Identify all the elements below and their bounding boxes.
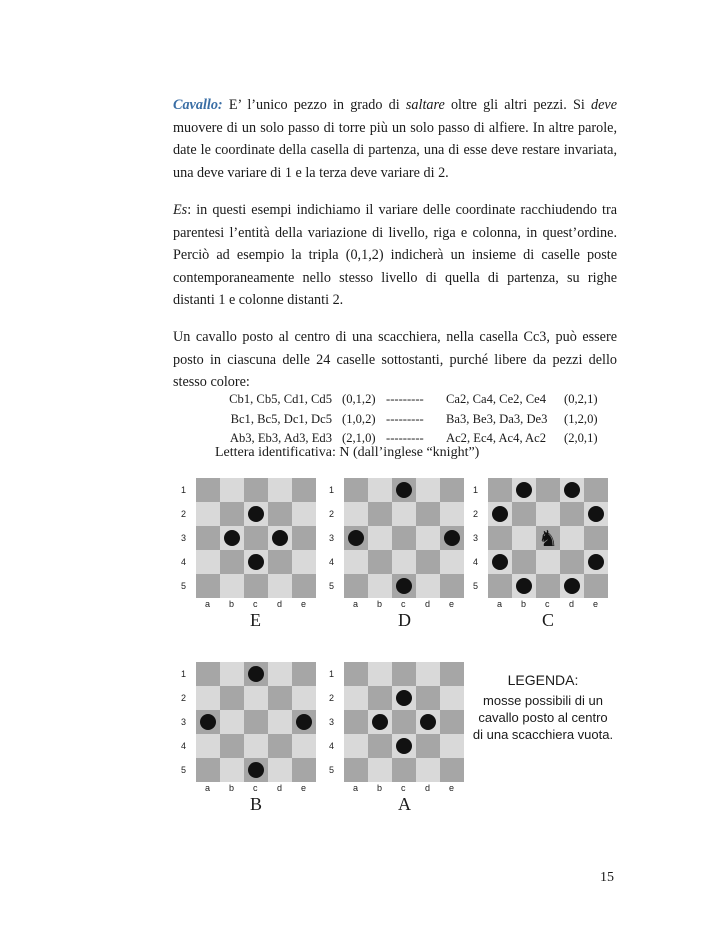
- column-label: d: [425, 783, 431, 793]
- moves-cell: Ab3, Eb3, Ad3, Ed3: [229, 431, 332, 445]
- board-square: [244, 734, 268, 758]
- moves-cell: (2,1,0): [342, 431, 376, 445]
- board-square: [368, 478, 392, 502]
- board-square: [440, 502, 464, 526]
- lettera-identificativa: Lettera identificativa: N (dall’inglese “knight”): [215, 445, 480, 460]
- row-label: 2: [181, 693, 187, 703]
- board-square: [368, 502, 392, 526]
- move-dot: [396, 482, 412, 498]
- board-square: [392, 502, 416, 526]
- board-square: [584, 478, 608, 502]
- move-dot: [224, 530, 240, 546]
- board-square: [368, 734, 392, 758]
- moves-cell: (0,1,2): [342, 392, 376, 406]
- board-square: [220, 758, 244, 782]
- board-square: [560, 550, 584, 574]
- move-dot: [296, 714, 312, 730]
- board-d: [326, 478, 456, 638]
- board-square: [220, 574, 244, 598]
- moves-cell: Ac2, Ec4, Ac4, Ac2: [446, 431, 547, 445]
- row-label: 3: [329, 717, 335, 727]
- paragraph-cavallo: [173, 94, 617, 184]
- legend-line: mosse possibili di un: [483, 693, 603, 708]
- board-square: [292, 574, 316, 598]
- board-square: [416, 526, 440, 550]
- board-square: [416, 686, 440, 710]
- row-label: 1: [329, 669, 335, 679]
- board-square: [292, 734, 316, 758]
- board-square: [392, 662, 416, 686]
- move-dot: [248, 762, 264, 778]
- board-square: [392, 710, 416, 734]
- text-span: E’ l’unico pezzo in grado di: [222, 97, 406, 113]
- board-square: [268, 758, 292, 782]
- legend-title: LEGENDA:: [507, 672, 579, 688]
- board-square: [344, 574, 368, 598]
- board-square: [368, 550, 392, 574]
- column-label: c: [253, 783, 258, 793]
- legend-line: di una scacchiera vuota.: [472, 727, 614, 742]
- move-dot: [200, 714, 216, 730]
- column-label: e: [449, 783, 455, 793]
- column-label: d: [277, 783, 283, 793]
- board-square: [196, 478, 220, 502]
- row-label: 1: [329, 485, 335, 495]
- board-square: [440, 574, 464, 598]
- board-name: E: [250, 610, 261, 630]
- board-name: A: [398, 794, 411, 814]
- column-label: c: [401, 783, 406, 793]
- board-square: [488, 478, 512, 502]
- move-dot: [248, 506, 264, 522]
- board-square: [416, 662, 440, 686]
- board-square: [440, 686, 464, 710]
- chessboard: [488, 478, 608, 598]
- move-dot: [248, 666, 264, 682]
- move-dot: [396, 690, 412, 706]
- board-square: [344, 550, 368, 574]
- column-label: a: [353, 599, 359, 609]
- row-label: 4: [181, 741, 187, 751]
- board-square: [196, 574, 220, 598]
- move-dot: [396, 738, 412, 754]
- board-name: B: [250, 794, 263, 814]
- row-label: 3: [473, 533, 479, 543]
- board-square: [220, 686, 244, 710]
- board-square: [292, 662, 316, 686]
- board-square: [440, 478, 464, 502]
- column-label: d: [425, 599, 431, 609]
- row-label: 5: [473, 581, 479, 591]
- move-dot: [588, 554, 604, 570]
- board-square: [292, 502, 316, 526]
- move-dot: [492, 506, 508, 522]
- board-name: D: [398, 610, 411, 630]
- row-label: 4: [473, 557, 479, 567]
- column-label: b: [377, 599, 383, 609]
- board-square: [220, 662, 244, 686]
- board-square: [512, 550, 536, 574]
- column-label: c: [253, 599, 258, 609]
- board-square: [440, 662, 464, 686]
- board-square: [292, 526, 316, 550]
- board-square: [488, 574, 512, 598]
- board-square: [292, 686, 316, 710]
- move-dot: [348, 530, 364, 546]
- row-label: 5: [181, 581, 187, 591]
- board-square: [512, 526, 536, 550]
- column-label: b: [521, 599, 527, 609]
- board-square: [220, 710, 244, 734]
- board-square: [416, 478, 440, 502]
- board-square: [416, 574, 440, 598]
- board-square: [536, 502, 560, 526]
- board-square: [292, 478, 316, 502]
- board-square: [344, 710, 368, 734]
- moves-cell: Cb1, Cb5, Cd1, Cd5: [229, 392, 332, 406]
- board-square: [268, 662, 292, 686]
- chessboard: [196, 662, 316, 782]
- board-name: C: [542, 610, 555, 630]
- board-square: [536, 574, 560, 598]
- moves-cell: Ba3, Be3, Da3, De3: [446, 411, 548, 426]
- board-square: [220, 550, 244, 574]
- move-dot: [444, 530, 460, 546]
- moves-cell: (0,2,1): [564, 392, 598, 406]
- column-label: a: [205, 783, 211, 793]
- board-square: [220, 734, 244, 758]
- board-square: [560, 502, 584, 526]
- board-e: [178, 478, 308, 638]
- board-square: [196, 550, 220, 574]
- board-square: [416, 758, 440, 782]
- board-square: [440, 734, 464, 758]
- board-square: [536, 478, 560, 502]
- board-square: [584, 526, 608, 550]
- board-square: [344, 478, 368, 502]
- board-a: [326, 662, 456, 822]
- row-label: 4: [329, 741, 335, 751]
- board-square: [196, 526, 220, 550]
- row-label: 1: [181, 485, 187, 495]
- row-label: 5: [181, 765, 187, 775]
- moves-cell: ---------: [386, 431, 424, 445]
- board-square: [292, 758, 316, 782]
- column-label: c: [401, 599, 406, 609]
- chessboard: [344, 662, 464, 782]
- row-label: 3: [181, 717, 187, 727]
- row-label: 5: [329, 765, 335, 775]
- board-square: [392, 526, 416, 550]
- board-square: [344, 758, 368, 782]
- move-dot: [492, 554, 508, 570]
- column-label: e: [449, 599, 455, 609]
- board-square: [220, 502, 244, 526]
- board-square: [536, 550, 560, 574]
- row-label: 3: [181, 533, 187, 543]
- board-square: [368, 686, 392, 710]
- column-label: b: [229, 599, 235, 609]
- board-b: [178, 662, 308, 822]
- column-label: d: [277, 599, 283, 609]
- move-dot: [564, 578, 580, 594]
- board-square: [440, 550, 464, 574]
- row-label: 2: [329, 509, 335, 519]
- column-label: e: [301, 599, 307, 609]
- moves-cell: (1,2,0): [564, 411, 598, 426]
- board-square: [584, 574, 608, 598]
- keyword-cavallo: Cavallo:: [173, 97, 223, 113]
- board-square: [344, 502, 368, 526]
- board-square: [392, 758, 416, 782]
- emphasis-deve: deve: [591, 97, 617, 113]
- text-span: muovere di un solo passo di torre più un solo passo di alfiere. In altre parole, date le coordinate della casella di partenza, una di esse deve restare invariata, una deve variare di 1 e la terza deve variare di 2.: [173, 119, 617, 181]
- row-label: 1: [181, 669, 187, 679]
- legend: [468, 672, 618, 743]
- board-square: [196, 686, 220, 710]
- board-square: [416, 502, 440, 526]
- board-c: [470, 478, 600, 638]
- board-square: [560, 526, 584, 550]
- board-square: [368, 574, 392, 598]
- emphasis-es: Es: [173, 202, 188, 218]
- board-square: [196, 734, 220, 758]
- board-square: [196, 758, 220, 782]
- board-square: [196, 502, 220, 526]
- board-square: [368, 662, 392, 686]
- column-label: c: [545, 599, 550, 609]
- board-square: [244, 686, 268, 710]
- move-dot: [248, 554, 264, 570]
- board-square: [244, 526, 268, 550]
- board-square: [268, 502, 292, 526]
- paragraph-centro: Un cavallo posto al centro di una scacchiera, nella casella Cc3, può essere posto in ciascuna delle 24 caselle sottostanti, purché libere da pezzi dello stesso colore:: [173, 329, 617, 390]
- chessboard: [196, 478, 316, 598]
- moves-cell: Ca2, Ca4, Ce2, Ce4: [446, 392, 547, 406]
- board-square: [488, 526, 512, 550]
- column-label: d: [569, 599, 575, 609]
- legend-line: cavallo posto al centro: [478, 710, 608, 725]
- row-label: 2: [181, 509, 187, 519]
- moves-cell: ---------: [386, 392, 424, 406]
- board-square: [368, 526, 392, 550]
- knight-icon: ♞: [538, 527, 558, 552]
- row-label: 1: [473, 485, 479, 495]
- moves-cell: (1,0,2): [342, 411, 376, 426]
- board-square: [244, 710, 268, 734]
- move-dot: [396, 578, 412, 594]
- moves-cell: Bc1, Bc5, Dc1, Dc5: [230, 411, 332, 426]
- row-label: 4: [329, 557, 335, 567]
- move-dot: [420, 714, 436, 730]
- board-square: [268, 734, 292, 758]
- board-square: [268, 550, 292, 574]
- board-square: [268, 710, 292, 734]
- move-dot: [372, 714, 388, 730]
- chessboard: [344, 478, 464, 598]
- board-square: [244, 478, 268, 502]
- board-square: [440, 710, 464, 734]
- move-dot: [564, 482, 580, 498]
- board-square: [344, 734, 368, 758]
- column-label: b: [377, 783, 383, 793]
- column-label: e: [301, 783, 307, 793]
- page-number: 15: [600, 870, 614, 885]
- text-span: : in questi esempi indichiamo il variare delle coordinate racchiudendo tra parentesi l’entità della variazione di livello, riga e colonna, in quest’ordine. Perciò ad esempio la tripla (0,1,2) indicherà un insieme di caselle poste contemporaneamente nello stesso livello di quella di partenza, su righe distanti 1 e colonne distanti 2.: [173, 202, 617, 308]
- moves-cell: ---------: [386, 411, 424, 426]
- board-square: [244, 574, 268, 598]
- row-label: 2: [473, 509, 479, 519]
- move-dot: [516, 578, 532, 594]
- move-dot: [588, 506, 604, 522]
- board-square: [392, 550, 416, 574]
- board-square: [440, 758, 464, 782]
- column-label: a: [497, 599, 503, 609]
- board-square: [368, 758, 392, 782]
- emphasis-saltare: saltare: [405, 97, 445, 113]
- board-square: [268, 686, 292, 710]
- row-label: 4: [181, 557, 187, 567]
- column-label: a: [205, 599, 211, 609]
- row-label: 5: [329, 581, 335, 591]
- board-square: [344, 662, 368, 686]
- column-label: e: [593, 599, 599, 609]
- text-span: oltre gli altri pezzi. Si: [444, 97, 591, 113]
- board-square: [512, 502, 536, 526]
- board-square: [416, 734, 440, 758]
- board-square: [292, 550, 316, 574]
- column-label: b: [229, 783, 235, 793]
- board-square: [416, 550, 440, 574]
- paragraph-esempio: [173, 199, 617, 312]
- move-dot: [272, 530, 288, 546]
- board-square: [196, 662, 220, 686]
- move-dot: [516, 482, 532, 498]
- board-square: [220, 478, 244, 502]
- row-label: 3: [329, 533, 335, 543]
- board-square: [344, 686, 368, 710]
- board-square: [268, 478, 292, 502]
- moves-cell: (2,0,1): [564, 431, 598, 445]
- column-label: a: [353, 783, 359, 793]
- board-square: [268, 574, 292, 598]
- row-label: 2: [329, 693, 335, 703]
